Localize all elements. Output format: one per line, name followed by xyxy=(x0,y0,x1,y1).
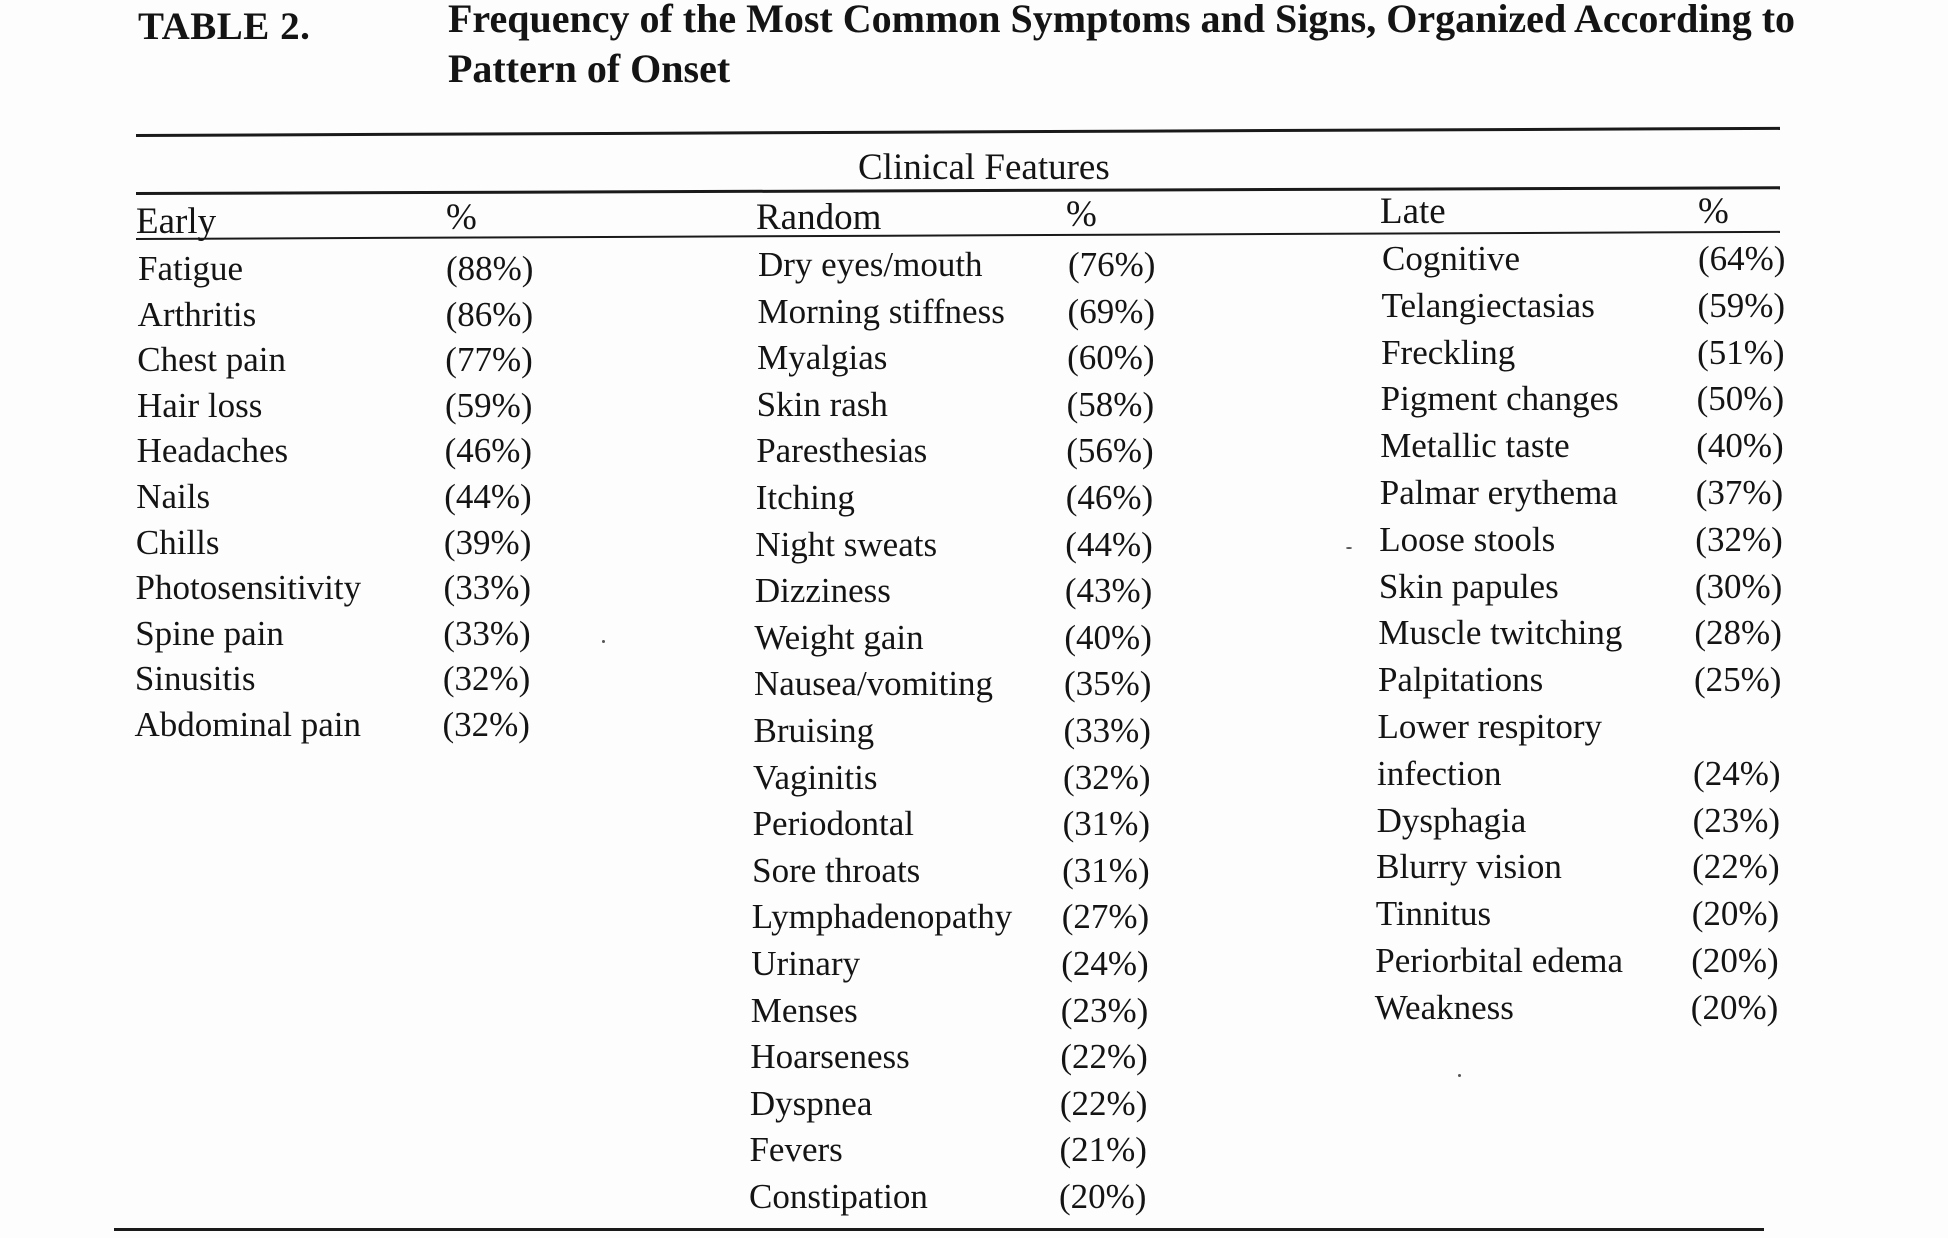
symptom-percent: (24%) xyxy=(1061,944,1149,983)
symptom-percent: (31%) xyxy=(1062,850,1150,890)
symptom-percent: (43%) xyxy=(1064,571,1153,611)
symptom-percent: (77%) xyxy=(445,340,533,380)
symptom-name: Cognitive xyxy=(1382,239,1521,278)
scan-speck xyxy=(602,640,605,643)
symptom-percent: (35%) xyxy=(1063,664,1152,704)
symptom-name: Sinusitis xyxy=(134,659,256,699)
symptom-name: Periodontal xyxy=(752,804,914,844)
column-header-early: Early xyxy=(136,201,217,242)
symptom-name: Skin rash xyxy=(756,384,888,424)
symptom-percent: (56%) xyxy=(1066,431,1154,471)
symptom-name: Dizziness xyxy=(754,571,891,611)
symptom-percent: (59%) xyxy=(1697,285,1786,325)
symptom-name: Morning stiffness xyxy=(757,291,1005,331)
symptom-percent: (59%) xyxy=(444,385,533,425)
symptom-name: Freckling xyxy=(1381,332,1516,372)
symptom-percent: (30%) xyxy=(1694,566,1783,606)
symptom-name: Bruising xyxy=(753,711,875,750)
symptom-name: Headaches xyxy=(136,431,289,471)
symptom-percent: (76%) xyxy=(1068,245,1156,284)
symptom-name: Dry eyes/mouth xyxy=(758,245,983,284)
symptom-name: Itching xyxy=(755,478,855,517)
symptom-percent: (69%) xyxy=(1067,291,1156,331)
symptom-percent: (40%) xyxy=(1064,617,1152,657)
symptom-percent: (50%) xyxy=(1696,379,1785,419)
group-header-clinical-features: Clinical Features xyxy=(858,147,1110,188)
symptom-percent: (31%) xyxy=(1062,804,1151,844)
symptom-name: Weight gain xyxy=(754,617,924,657)
symptom-name: Palpitations xyxy=(1377,660,1544,700)
column-header-late: Late xyxy=(1380,191,1446,232)
column-header-random: Random xyxy=(756,197,882,238)
symptom-percent: (22%) xyxy=(1059,1083,1148,1123)
table-title: Frequency of the Most Common Symptoms and Signs, Organized According to Pattern of Onset xyxy=(448,0,1796,91)
symptom-name: Skin papules xyxy=(1378,566,1559,606)
symptom-percent: (32%) xyxy=(442,705,530,744)
symptom-percent: (23%) xyxy=(1060,990,1149,1030)
symptom-percent: (33%) xyxy=(443,613,531,653)
symptom-name: infection xyxy=(1377,753,1502,793)
symptom-percent: (25%) xyxy=(1693,660,1782,700)
symptom-name: Lymphadenopathy xyxy=(751,897,1013,937)
symptom-percent: (28%) xyxy=(1694,613,1782,653)
symptom-percent: (44%) xyxy=(444,477,532,516)
symptom-name: Periorbital edema xyxy=(1375,941,1624,980)
symptom-percent: (46%) xyxy=(1065,478,1154,517)
symptom-percent: (39%) xyxy=(443,522,532,562)
symptom-percent: (22%) xyxy=(1060,1037,1148,1077)
symptom-percent: (46%) xyxy=(444,431,533,471)
column-header-early-pct: % xyxy=(446,197,477,238)
symptom-percent: (24%) xyxy=(1693,753,1781,793)
symptom-percent: (23%) xyxy=(1692,800,1781,840)
symptom-percent: (44%) xyxy=(1065,524,1153,564)
symptom-name: Telangiectasias xyxy=(1381,285,1595,325)
symptom-name: Myalgias xyxy=(757,338,888,378)
symptom-percent: (58%) xyxy=(1066,384,1155,424)
symptom-percent: (33%) xyxy=(443,568,532,608)
symptom-percent: (32%) xyxy=(442,659,531,699)
symptom-name: Nails xyxy=(136,477,211,516)
symptom-name: Fatigue xyxy=(138,249,243,288)
header-rule xyxy=(136,231,1780,240)
symptom-name: Sore throats xyxy=(752,850,921,890)
column-header-late-pct: % xyxy=(1698,191,1729,232)
symptom-name: Palmar erythema xyxy=(1379,473,1618,512)
symptom-name: Metallic taste xyxy=(1380,426,1570,466)
symptom-percent: (51%) xyxy=(1697,332,1785,372)
symptom-name: Loose stools xyxy=(1379,519,1556,559)
symptom-percent: (40%) xyxy=(1696,426,1784,466)
symptom-percent: (32%) xyxy=(1695,519,1783,559)
scan-speck xyxy=(1458,1074,1461,1077)
symptom-percent: (22%) xyxy=(1692,847,1780,887)
symptom-percent: (88%) xyxy=(446,249,534,288)
symptom-name: Abdominal pain xyxy=(134,705,361,744)
symptom-name: Night sweats xyxy=(755,524,938,564)
symptom-name: Spine pain xyxy=(135,613,284,653)
symptom-name: Dyspnea xyxy=(749,1083,873,1123)
symptom-name: Menses xyxy=(750,990,858,1030)
symptom-name: Fevers xyxy=(749,1130,843,1170)
symptom-name: Chills xyxy=(135,522,220,562)
symptom-percent: (32%) xyxy=(1063,757,1151,797)
symptom-percent: (86%) xyxy=(445,294,534,334)
table-label: TABLE 2. xyxy=(138,5,311,48)
symptom-name: Photosensitivity xyxy=(135,568,362,608)
symptom-name: Pigment changes xyxy=(1380,379,1619,419)
symptom-name: Urinary xyxy=(751,944,861,983)
symptom-name: Dysphagia xyxy=(1376,800,1527,840)
symptom-name: Arthritis xyxy=(137,294,257,334)
symptom-name: Lower respitory xyxy=(1377,707,1603,746)
symptom-name: Weakness xyxy=(1374,987,1514,1027)
symptom-name: Paresthesias xyxy=(756,431,928,471)
symptom-percent: (20%) xyxy=(1690,987,1779,1027)
symptom-percent: (27%) xyxy=(1061,897,1150,937)
symptom-percent: (37%) xyxy=(1695,473,1784,512)
symptom-name: Constipation xyxy=(749,1177,928,1216)
symptom-percent: (21%) xyxy=(1059,1130,1147,1170)
symptom-percent: (20%) xyxy=(1691,941,1779,980)
symptom-percent: (60%) xyxy=(1067,338,1155,378)
symptom-name: Nausea/vomiting xyxy=(753,664,994,704)
symptom-name: Vaginitis xyxy=(753,757,878,797)
symptom-percent: (20%) xyxy=(1691,894,1780,934)
column-header-random-pct: % xyxy=(1066,194,1097,235)
symptom-percent: (33%) xyxy=(1063,711,1151,750)
symptom-name: Tinnitus xyxy=(1375,894,1492,934)
bottom-rule xyxy=(114,1228,1764,1231)
symptom-name: Hair loss xyxy=(136,385,263,425)
symptom-name: Muscle twitching xyxy=(1378,613,1623,653)
top-rule xyxy=(136,127,1780,137)
symptom-percent: (20%) xyxy=(1059,1177,1147,1216)
symptom-name: Hoarseness xyxy=(750,1037,910,1077)
scan-speck xyxy=(1346,547,1352,549)
symptom-name: Blurry vision xyxy=(1376,847,1562,887)
symptom-name: Chest pain xyxy=(137,340,287,380)
symptom-percent: (64%) xyxy=(1698,239,1786,278)
